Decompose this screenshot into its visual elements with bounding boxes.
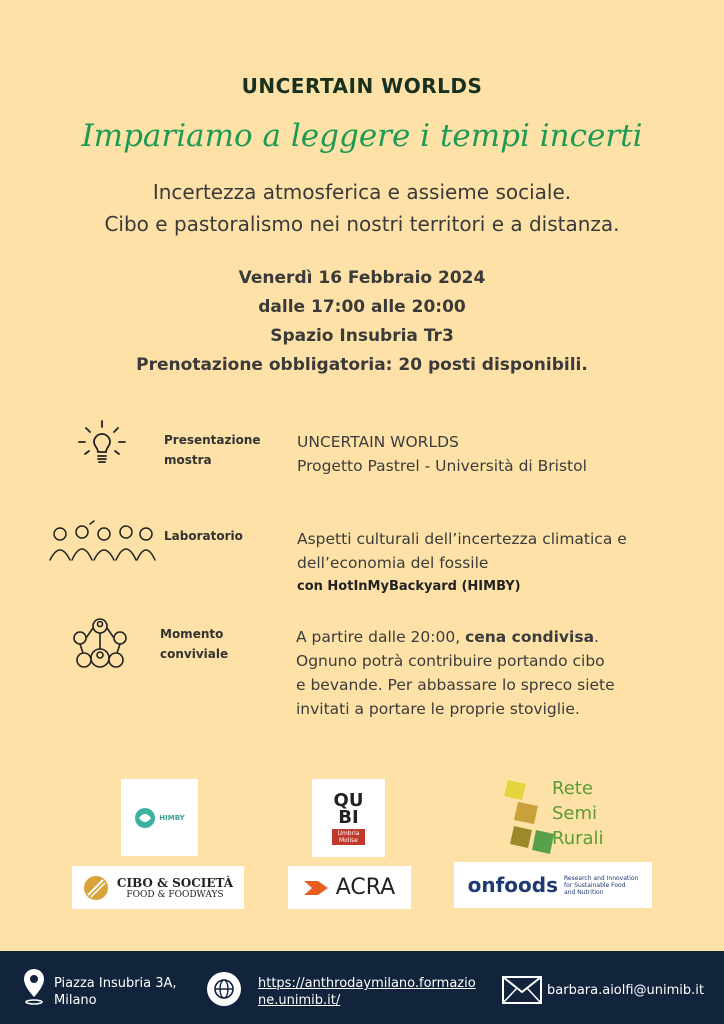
- qubi-logo: [312, 779, 385, 857]
- acra-arrow-icon: [304, 877, 334, 899]
- text-line: [296, 625, 615, 649]
- rete-text: Semi: [552, 803, 598, 824]
- section-label-presentazione: [164, 430, 261, 470]
- text-line: Ognuno potrà contribuire portando cibo: [296, 652, 605, 670]
- text-line: invitati a portare le proprie stoviglie.: [296, 700, 580, 718]
- label-line: Presentazione: [164, 433, 261, 447]
- text-bold: cena condivisa: [465, 628, 595, 646]
- globe-icon: [206, 971, 242, 1011]
- intro-line: Incertezza atmosferica e assieme sociale.: [152, 180, 572, 204]
- footer: [0, 951, 724, 1024]
- himby-leaf-icon: [134, 807, 156, 829]
- text-line: e bevande. Per abbassare lo spreco siete: [296, 676, 615, 694]
- address-line: Piazza Insubria 3A,: [54, 976, 177, 991]
- qubi-text: BI: [338, 806, 359, 828]
- qubi-region: Molise: [338, 836, 358, 844]
- qubi-text: QU: [333, 789, 364, 811]
- cibo-text: FOOD & FOODWAYS: [126, 889, 224, 900]
- section-text-conviviale: [296, 625, 615, 721]
- event-place: Spazio Insubria Tr3: [270, 326, 454, 346]
- network-people-icon: [70, 614, 130, 674]
- address-line: Milano: [54, 993, 97, 1008]
- location-pin-icon: [22, 967, 46, 1011]
- seeds-icon: [500, 774, 560, 858]
- himby-logo: [121, 779, 198, 856]
- intro-text: [0, 176, 724, 240]
- people-group-icon: [46, 520, 158, 564]
- grain-icon: [83, 875, 109, 901]
- text-line: Progetto Pastrel - Università di Bristol: [297, 457, 587, 475]
- intro-line: Cibo e pastoralismo nei nostri territori e a distanza.: [104, 212, 620, 236]
- link-line: ne.unimib.it/: [258, 993, 341, 1008]
- text-line: UNCERTAIN WORLDS: [297, 433, 459, 451]
- label-line: Momento: [160, 627, 224, 641]
- cibo-societa-logo: [72, 866, 244, 909]
- text-line: con HotInMyBackyard (HIMBY): [297, 579, 521, 594]
- footer-address: [54, 975, 177, 1009]
- event-time: dalle 17:00 alle 20:00: [258, 297, 466, 317]
- acra-logo: [288, 866, 411, 909]
- event-booking: Prenotazione obbligatoria: 20 posti disponibili.: [136, 355, 588, 375]
- website-link[interactable]: [258, 975, 476, 1009]
- lightbulb-icon: [76, 418, 128, 470]
- event-date: Venerdì 16 Febbraio 2024: [238, 268, 486, 288]
- acra-text: ACRA: [335, 875, 396, 900]
- event-info: [0, 264, 724, 380]
- section-text-presentazione: [297, 430, 587, 478]
- section-text-laboratorio: [297, 527, 627, 599]
- rete-text: Rurali: [552, 828, 604, 849]
- section-label-conviviale: [160, 624, 228, 664]
- onfoods-text: onfoods: [467, 873, 558, 897]
- onfoods-tagline: Research and Innovation: [564, 874, 639, 882]
- rete-semi-rurali-logo: [500, 774, 630, 858]
- text-fragment: .: [594, 628, 599, 646]
- section-label-laboratorio: [164, 526, 243, 546]
- onfoods-tagline: and Nutrition: [564, 888, 604, 896]
- text-fragment: A partire dalle 20:00,: [296, 628, 466, 646]
- mail-icon: [502, 976, 542, 1008]
- onfoods-logo: [454, 862, 652, 908]
- label-line: conviviale: [160, 647, 229, 661]
- rete-text: Rete: [552, 778, 593, 799]
- link-line: https://anthrodaymilano.formazio: [258, 976, 476, 991]
- label-line: Laboratorio: [164, 529, 243, 543]
- cibo-text: CIBO & SOCIETÀ: [116, 875, 234, 890]
- event-subtitle: Impariamo a leggere i tempi incerti: [81, 118, 643, 154]
- qubi-region: Umbria: [337, 829, 360, 837]
- text-line: dell’economia del fossile: [297, 554, 489, 572]
- himby-text: HIMBY: [159, 813, 185, 822]
- onfoods-tagline: for Sustainable Food: [564, 881, 626, 889]
- text-line: Aspetti culturali dell’incertezza climatica e: [297, 530, 627, 548]
- event-title: UNCERTAIN WORLDS: [241, 74, 483, 98]
- footer-email[interactable]: barbara.aiolfi@unimib.it: [547, 983, 705, 998]
- label-line: mostra: [164, 453, 212, 467]
